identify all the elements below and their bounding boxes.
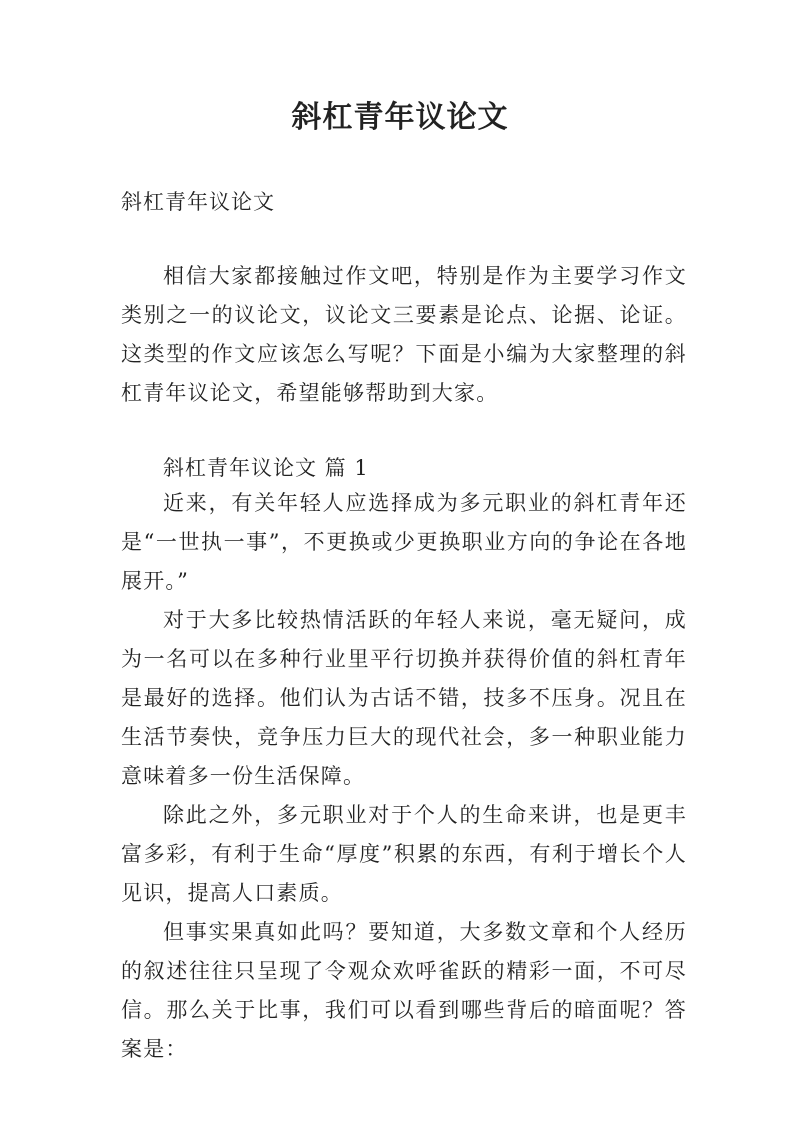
section-body bbox=[121, 484, 687, 1069]
document-subtitle: 斜杠青年议论文 bbox=[121, 190, 275, 214]
body-paragraph-2: 对于大多比较热情活跃的年轻人来说，毫无疑问，成为一名可以在多种行业里平行切换并获得价值的斜杠青年是最好的选择。他们认为古话不错，技多不压身。况且在生活节奏快，竞争压力巨大的现代社会，多一种职业能力意味着多一份生活保障。 bbox=[121, 608, 687, 788]
intro-paragraph: 相信大家都接触过作文吧，特别是作为主要学习作文类别之一的议论文，议论文三要素是论点、论据、论证。这类型的作文应该怎么写呢？下面是小编为大家整理的斜杠青年议论文，希望能够帮助到大家。 bbox=[121, 264, 687, 405]
document-title: 斜杠青年议论文 bbox=[291, 100, 509, 135]
intro-block bbox=[121, 257, 687, 413]
body-paragraph-3: 除此之外，多元职业对于个人的生命来讲，也是更丰富多彩，有利于生命“厚度”积累的东西，有利于增长个人见识，提高人口素质。 bbox=[121, 803, 687, 905]
body-paragraph-1: 近来，有关年轻人应选择成为多元职业的斜杠青年还是“一世执一事”，不更换或少更换职业方向的争论在各地展开。” bbox=[121, 491, 687, 593]
body-paragraph-4: 但事实果真如此吗？要知道，大多数文章和个人经历的叙述往往只呈现了令观众欢呼雀跃的精彩一面，不可尽信。那么关于比事，我们可以看到哪些背后的暗面呢？答案是： bbox=[121, 920, 687, 1061]
section-heading: 斜杠青年议论文 篇 1 bbox=[163, 456, 369, 480]
